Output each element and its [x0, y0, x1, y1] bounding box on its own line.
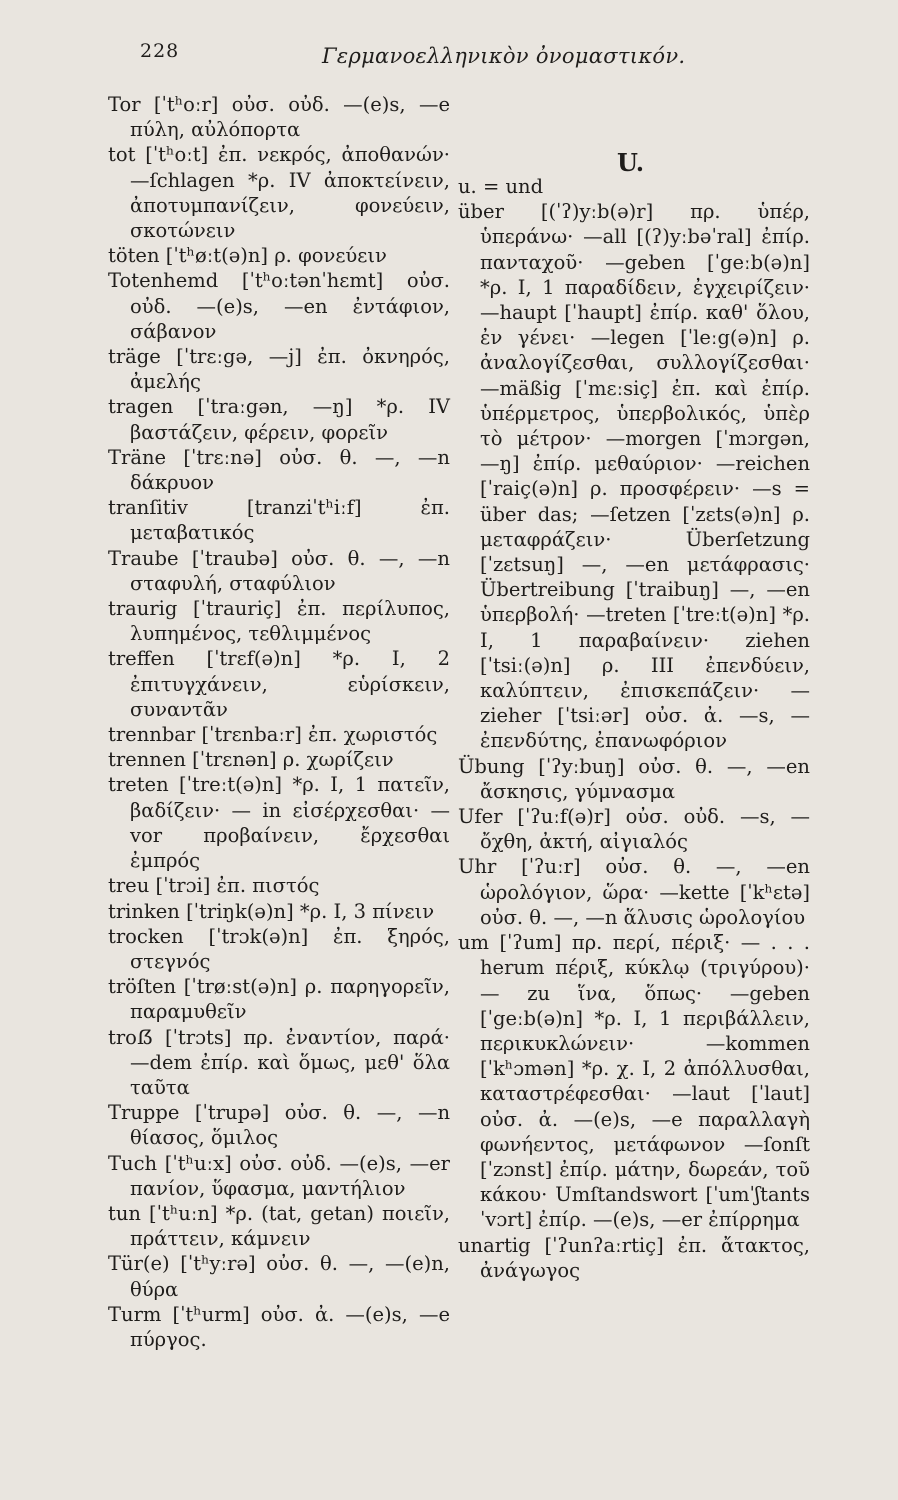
dictionary-entry: troẞ [ˈtrɔts] πρ. ἐναντίον, παρά· —dem ἐπίρ. καὶ ὅμως, μεθ' ὅλα ταῦτα [108, 1025, 450, 1099]
dictionary-entry: über [(ˈʔ)yːb(ə)r] πρ. ὑπέρ, ὑπεράνω· —all [(ʔ)yːbəˈral] ἐπίρ. πανταχοῦ· —geben [ˈgeːb(ə)n] *ρ. I, 1 παραδίδειν, ἐγχειρίζειν· —haupt [ˈhaupt] ἐπίρ. καθ' ὅλου, ἐν γένει· —legen [ˈleːg(ə)n] ρ. ἀναλογίζεσθαι, συλλογίζεσθαι· —mäßig [ˈmɛːsiç] ἐπ. καὶ ἐπίρ. ὑπέρμετρος, ὑπερβολικός, ὑπὲρ τὸ μέτρον· —morgen [ˈmɔrgən, —ŋ] ἐπίρ. μεθαύριον· —reichen [ˈraiç(ə)n] ρ. προσφέρειν· —s = über das; —ſetzen [ˈzɛts(ə)n] ρ. μεταφράζειν· Überſetzung [ˈzɛtsuŋ] —, —en μετάφρασις· Übertreibung [ˈtraibuŋ] —, —en ὑπερβολή· —treten [ˈtreːt(ə)n] *ρ. I, 1 παραβαίνειν· ziehen [ˈtsiː(ə)n] ρ. III ἐπενδύειν, καλύπτειν, ἐπισκεπάζειν· —zieher [ˈtsiːər] οὐσ. ἀ. —s, — ἐπενδύτης, ἐπανωφόριον [458, 200, 810, 753]
dictionary-entry: treu [ˈtrɔi] ἐπ. πιστός [108, 874, 320, 898]
dictionary-entry: Tuch [ˈtʰuːx] οὐσ. οὐδ. —(e)s, —er πανίον, ὕφασμα, μαντήλιον [108, 1151, 450, 1200]
running-title: Γερμανοελληνικὸν ὀνομαστικόν. [322, 44, 686, 68]
dictionary-entry: u. = und [458, 175, 544, 198]
dictionary-entry: Traube [ˈtraubə] οὐσ. θ. —, —n σταφυλή, σταφύλιον [108, 546, 450, 595]
dictionary-entry: trinken [ˈtriŋk(ə)n] *ρ. I, 3 πίνειν [108, 899, 435, 923]
dictionary-entry: tragen [ˈtraːgən, —ŋ] *ρ. IV βαστάζειν, φέρειν, φορεῖν [108, 395, 450, 444]
dictionary-entry: treffen [ˈtrɛf(ə)n] *ρ. I, 2 ἐπιτυγχάνειν, εὑρίσκειν, συναντᾶν [108, 647, 450, 721]
left-column [108, 92, 450, 1352]
dictionary-entry: Uhr [ˈʔuːr] οὐσ. θ. —, —en ὡρολόγιον, ὥρα· —kette [ˈkʰɛtə] οὐσ. θ. —, —n ἅλυσις ὡρολογίου [458, 855, 810, 929]
dictionary-entry: tot [ˈtʰoːt] ἐπ. νεκρός, ἀποθανών· —ſchlagen *ρ. IV ἀποκτείνειν, ἀποτυμπανίζειν, φονεύειν, σκοτώνειν [108, 143, 450, 243]
dictionary-entry: tranſitiv [tranziˈtʰiːf] ἐπ. μεταβατικός [108, 496, 450, 545]
dictionary-entry: tröſten [ˈtrøːst(ə)n] ρ. παρηγορεῖν, παραμυθεῖν [108, 975, 450, 1024]
dictionary-entry: töten [ˈtʰøːt(ə)n] ρ. φονεύειν [108, 244, 387, 268]
dictionary-entry: Totenhemd [ˈtʰoːtənˈhɛmt] οὐσ. οὐδ. —(e)s, —en ἐντάφιον, σάβανον [108, 269, 450, 343]
dictionary-entry: Tor [ˈtʰoːr] οὐσ. οὐδ. —(e)s, —e πύλη, αὐλόπορτα [108, 93, 450, 142]
dictionary-entry: unartig [ˈʔunʔaːrtiç] ἐπ. ἄτακτος, ἀνάγωγος [458, 1233, 810, 1282]
dictionary-entry: trocken [ˈtrɔk(ə)n] ἐπ. ξηρός, στεγνός [108, 924, 450, 973]
dictionary-entry: um [ˈʔum] πρ. περί, πέριξ· — . . . herum πέριξ, κύκλῳ (τριγύρου)· — zu ἵνα, ὅπως· —geben [ˈgeːb(ə)n] *ρ. I, 1 περιβάλλειν, περικυκλώνειν· —kommen [ˈkʰɔmən] *ρ. χ. I, 2 ἀπόλλυσθαι, καταστρέφεσθαι· —laut [ˈlaut] οὐσ. ἀ. —(e)s, —e παραλλαγὴ φωνήεντος, μετάφωνον —ſonſt [ˈzɔnst] ἐπίρ. μάτην, δωρεάν, τοῦ κάκου· Umſtandswort [ˈumˈʃtantsˈvɔrt] ἐπίρ. —(e)s, —er ἐπίρρημα [458, 931, 810, 1232]
dictionary-entry: Turm [ˈtʰurm] οὐσ. ἀ. —(e)s, —e πύργος. [108, 1302, 450, 1351]
section-letter: U. [617, 148, 645, 177]
right-column [458, 140, 810, 1283]
dictionary-entry: träge [ˈtrɛːgə, —j] ἐπ. ὀκνηρός, ἀμελής [108, 345, 450, 394]
dictionary-entry: treten [ˈtreːt(ə)n] *ρ. I, 1 πατεῖν, βαδίζειν· — in εἰσέρχεσθαι· — vor προβαίνειν, ἔρχεσθαι ἐμπρός [108, 773, 450, 873]
dictionary-entry: traurig [ˈtrauriç] ἐπ. περίλυπος, λυπημένος, τεθλιμμένος [108, 597, 450, 646]
dictionary-entry: Übung [ˈʔyːbuŋ] οὐσ. θ. —, —en ἄσκησις, γύμνασμα [458, 754, 810, 803]
dictionary-entry: Truppe [ˈtrupə] οὐσ. θ. —, —n θίασος, ὅμιλος [108, 1101, 450, 1150]
dictionary-entry: tun [ˈtʰuːn] *ρ. (tat, getan) ποιεῖν, πράττειν, κάμνειν [108, 1201, 450, 1251]
dictionary-entry: Tür(e) [ˈtʰyːrə] οὐσ. θ. —, —(e)n, θύρα [108, 1252, 450, 1301]
dictionary-entry: Träne [ˈtrɛːnə] οὐσ. θ. —, —n δάκρυον [108, 445, 450, 495]
page-number: 228 [140, 40, 180, 62]
dictionary-entry: trennen [ˈtrɛnən] ρ. χωρίζειν [108, 748, 394, 772]
dictionary-entry: Ufer [ˈʔuːf(ə)r] οὐσ. οὐδ. —s, — ὄχθη, ἀκτή, αἰγιαλός [458, 805, 810, 854]
dictionary-entry: trennbar [ˈtrɛnbaːr] ἐπ. χωριστός [108, 723, 438, 747]
